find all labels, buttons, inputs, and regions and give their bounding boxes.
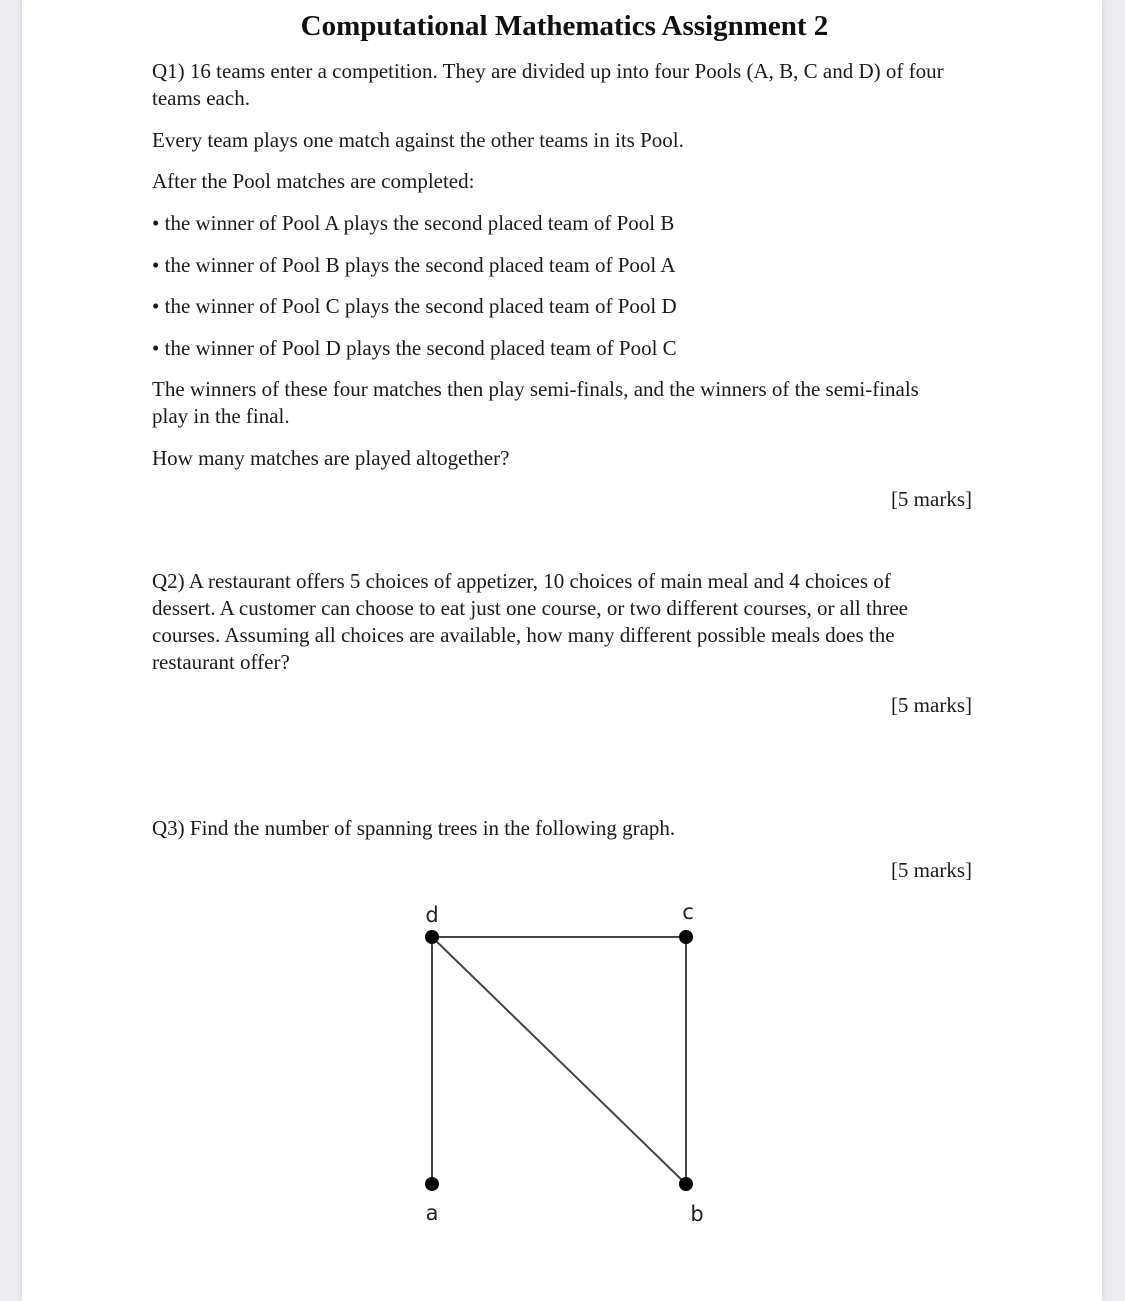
q3-text: Q3) Find the number of spanning trees in the following graph. <box>152 816 676 840</box>
page-title: Computational Mathematics Assignment 2 <box>300 10 829 42</box>
edge-d-b <box>432 937 686 1184</box>
node-label-b: b <box>690 1202 704 1226</box>
graph-edges <box>432 937 686 1184</box>
graph-nodes <box>425 900 704 1226</box>
document-page <box>22 0 1102 1301</box>
q1-rule: Every team plays one match against the other teams in its Pool. <box>152 128 684 152</box>
node-label-c: c <box>682 900 694 924</box>
node-a <box>425 1177 439 1191</box>
node-b <box>679 1177 693 1191</box>
q1-after: After the Pool matches are completed: <box>152 169 475 193</box>
node-label-a: a <box>425 1201 439 1225</box>
q1-question: How many matches are played altogether? <box>152 446 510 470</box>
q1-bullet-2: • the winner of Pool B plays the second placed team of Pool A <box>152 252 952 279</box>
spanning-tree-graph <box>22 0 1102 1301</box>
node-label-d: d <box>425 903 439 927</box>
q1-bullet-4: • the winner of Pool D plays the second placed team of Pool C <box>152 335 952 362</box>
node-d <box>425 930 439 944</box>
q2-text: Q2) A restaurant offers 5 choices of appetizer, 10 choices of main meal and 4 choices of dessert. A customer can choose to eat just one course, or two different courses, or all three courses. Assuming all choices are available, how many different possible meals does the restaurant offer? <box>152 569 908 674</box>
q1-semis: The winners of these four matches then play semi-finals, and the winners of the semi-finals play in the final. <box>152 377 919 428</box>
q3-marks: [5 marks] <box>890 858 972 882</box>
q1-bullet-1: • the winner of Pool A plays the second placed team of Pool B <box>152 210 952 237</box>
node-c <box>679 930 693 944</box>
q2-marks: [5 marks] <box>890 693 972 717</box>
q1-bullet-3: • the winner of Pool C plays the second placed team of Pool D <box>152 293 952 320</box>
q1-intro: Q1) 16 teams enter a competition. They are divided up into four Pools (A, B, C and D) of four teams each. <box>152 59 944 110</box>
q1-marks: [5 marks] <box>890 487 972 511</box>
